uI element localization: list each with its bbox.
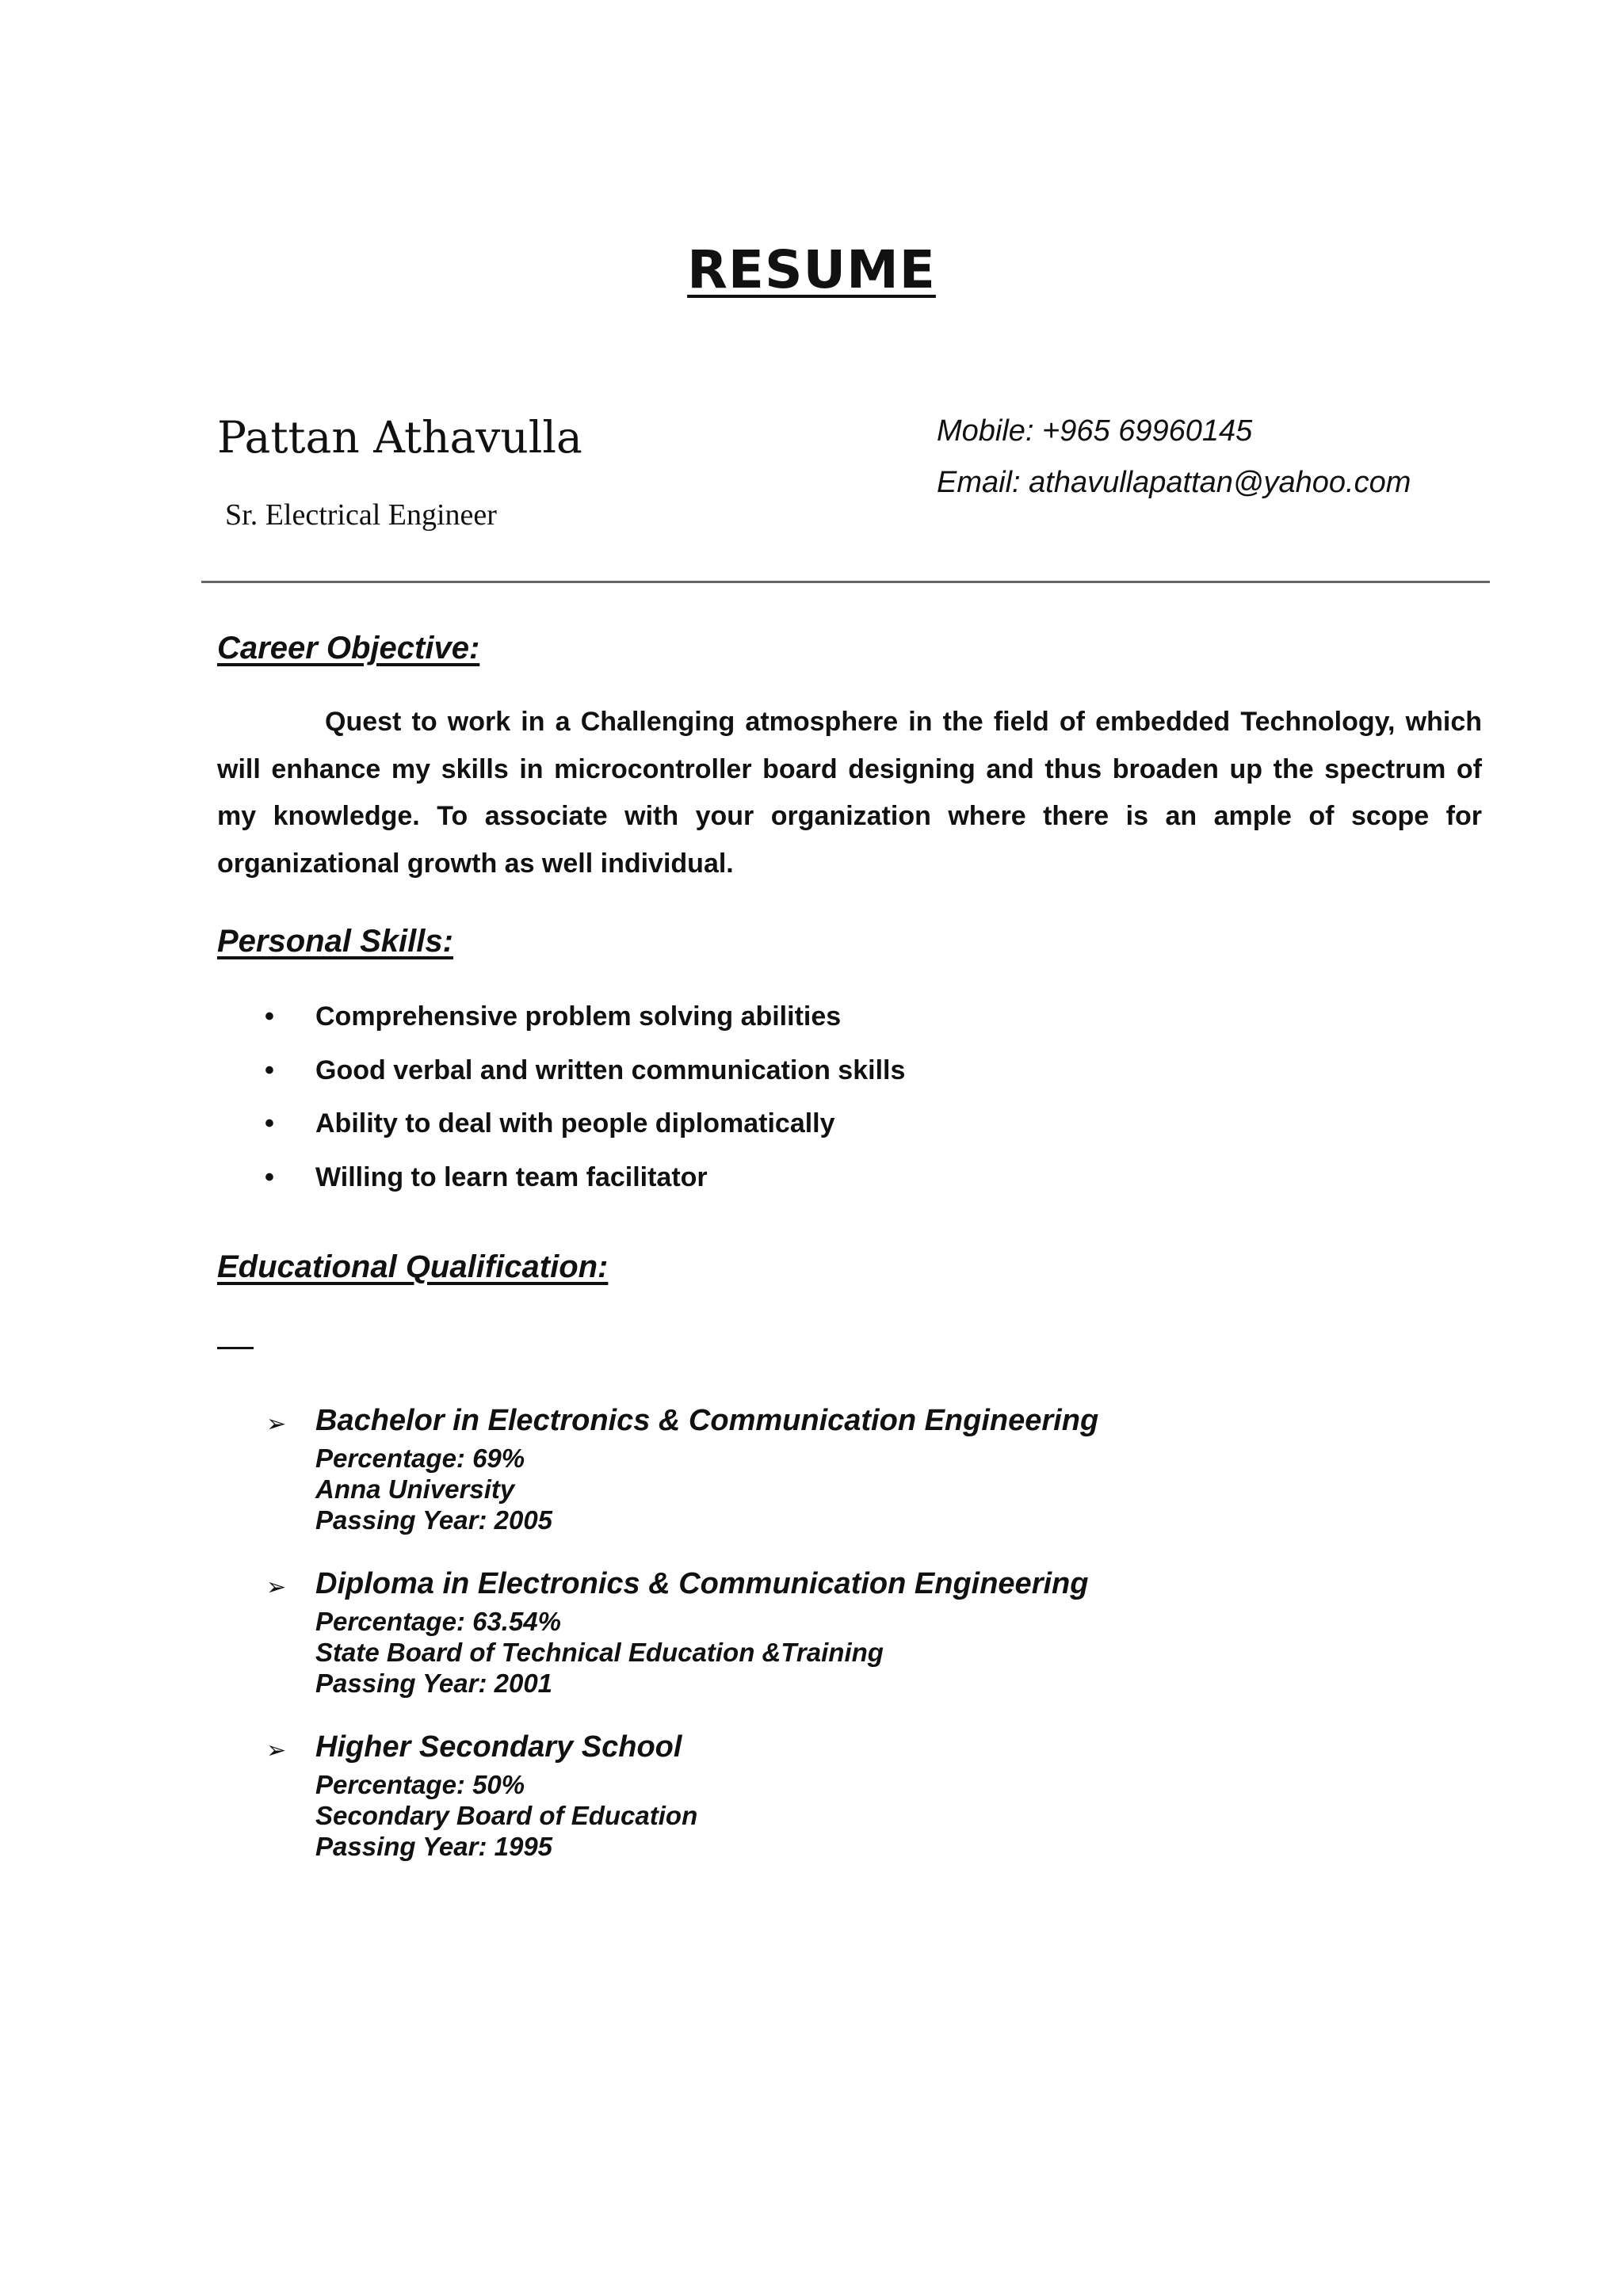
degree-title: Higher Secondary School bbox=[315, 1730, 682, 1764]
dash-divider bbox=[217, 1347, 254, 1349]
skills-list bbox=[217, 996, 905, 1210]
skill-text: Good verbal and written communication skills bbox=[315, 1055, 906, 1085]
degree-board: Anna University bbox=[315, 1474, 515, 1504]
list-item bbox=[217, 996, 905, 1050]
arrow-bullet-icon: ➢ bbox=[266, 1410, 287, 1438]
arrow-bullet-icon: ➢ bbox=[266, 1573, 287, 1601]
candidate-name: Pattan Athavulla bbox=[217, 412, 582, 463]
degree-percentage: Percentage: 63.54% bbox=[315, 1607, 562, 1636]
personal-skills-heading: Personal Skills: bbox=[217, 924, 453, 959]
career-objective-heading: Career Objective: bbox=[217, 631, 480, 666]
degree-percentage: Percentage: 50% bbox=[315, 1770, 525, 1799]
degree-year: Passing Year: 1995 bbox=[315, 1832, 553, 1861]
degree-title: Diploma in Electronics & Communication Engineering bbox=[315, 1567, 1089, 1600]
degree-year: Passing Year: 2005 bbox=[315, 1505, 553, 1535]
skill-text: Comprehensive problem solving abilities bbox=[315, 1001, 842, 1032]
header-divider bbox=[201, 581, 1490, 583]
skill-text: Ability to deal with people diplomatically bbox=[315, 1108, 835, 1138]
bullet-icon: • bbox=[265, 1161, 274, 1192]
email-address: Email: athavullapattan@yahoo.com bbox=[937, 466, 1411, 499]
document-title: RESUME bbox=[687, 239, 936, 300]
mobile-number: Mobile: +965 69960145 bbox=[937, 414, 1253, 448]
degree-title: Bachelor in Electronics & Communication Engineering bbox=[315, 1404, 1099, 1437]
bullet-icon: • bbox=[265, 1108, 274, 1138]
degree-board: State Board of Technical Education &Training bbox=[315, 1638, 884, 1667]
list-item bbox=[217, 1157, 905, 1211]
skill-text: Willing to learn team facilitator bbox=[315, 1161, 708, 1192]
degree-year: Passing Year: 2001 bbox=[315, 1669, 553, 1698]
career-objective-text: Quest to work in a Challenging atmosphere in the field of embedded Technology, which will enhance my skills in microcontroller board designing and thus broaden up the spectrum of my knowledge. To associate with your organization where there is an ample of scope for organizational growth as well individual. bbox=[217, 707, 1482, 879]
list-item bbox=[217, 1103, 905, 1157]
arrow-bullet-icon: ➢ bbox=[266, 1737, 287, 1764]
bullet-icon: • bbox=[265, 1055, 274, 1085]
job-title: Sr. Electrical Engineer bbox=[225, 498, 497, 532]
list-item bbox=[217, 1050, 905, 1104]
education-heading: Educational Qualification: bbox=[217, 1249, 609, 1284]
degree-board: Secondary Board of Education bbox=[315, 1801, 698, 1830]
degree-percentage: Percentage: 69% bbox=[315, 1444, 525, 1473]
bullet-icon: • bbox=[265, 1001, 274, 1032]
